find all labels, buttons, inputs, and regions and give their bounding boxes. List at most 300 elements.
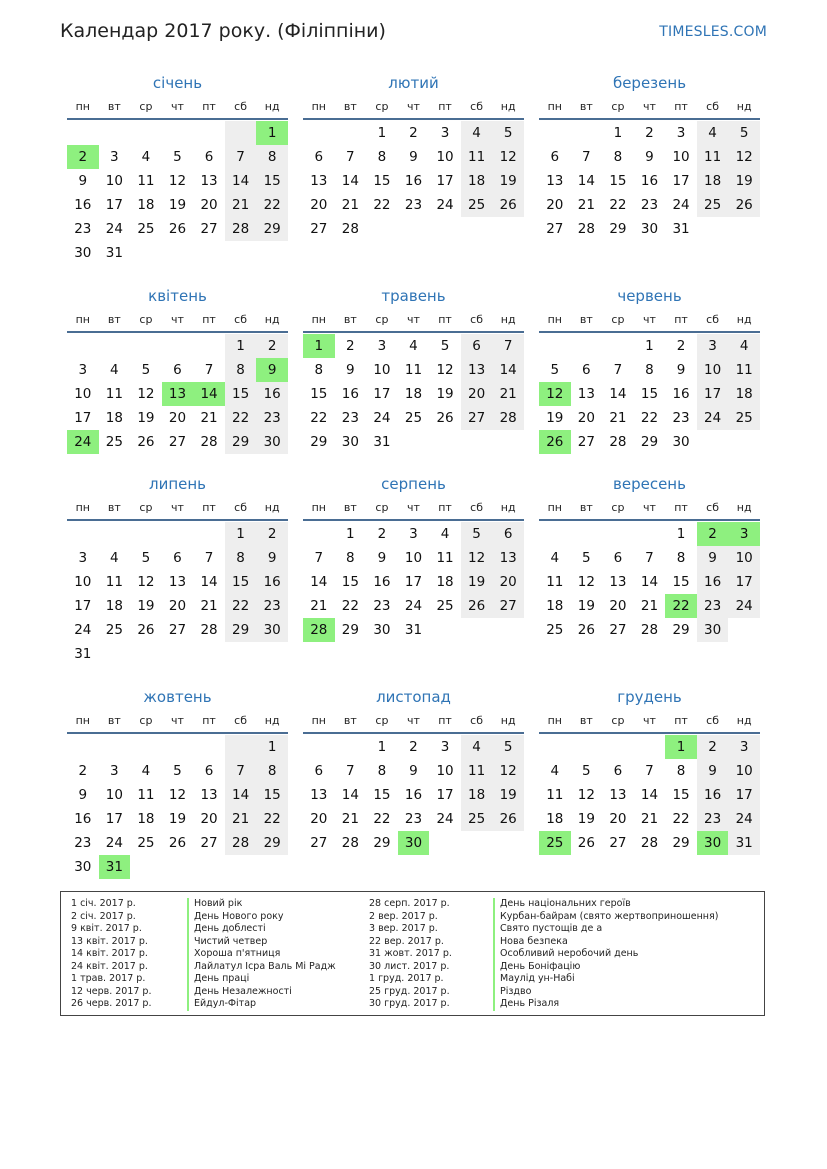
day-cell: 9 <box>377 550 387 566</box>
month-name: жовтень <box>143 688 212 706</box>
day-cell: 30 <box>398 831 430 855</box>
weekday-label: чт <box>171 714 184 727</box>
empty-cell <box>225 735 257 759</box>
day-cell: 28 <box>200 622 218 638</box>
weekday-label: сб <box>470 313 484 326</box>
day-cell: 4 <box>461 735 493 759</box>
day-cell: 30 <box>74 859 92 875</box>
day-cell: 1 <box>225 334 257 358</box>
weekday-label: вт <box>343 501 357 514</box>
day-cell: 25 <box>137 835 155 851</box>
day-cell: 22 <box>256 807 288 831</box>
day-cell: 1 <box>645 338 654 354</box>
weekday-label: ср <box>375 313 389 326</box>
empty-cell <box>193 522 225 546</box>
day-cell: 7 <box>346 149 355 165</box>
day-cell: 15 <box>609 173 627 189</box>
day-cell: 3 <box>409 526 418 542</box>
weekday-label: чт <box>171 501 184 514</box>
day-cell: 1 <box>256 121 288 145</box>
weekday-label: вт <box>343 313 357 326</box>
weekday-label: чт <box>407 501 420 514</box>
day-grid <box>539 334 760 454</box>
day-cell: 1 <box>303 334 335 358</box>
day-cell: 20 <box>546 197 564 213</box>
day-cell: 8 <box>645 362 654 378</box>
weekday-header <box>67 100 288 120</box>
weekday-label: нд <box>736 100 752 113</box>
month-2 <box>303 73 524 241</box>
month-name: серпень <box>381 475 446 493</box>
empty-cell <box>539 334 571 358</box>
day-cell: 31 <box>672 221 690 237</box>
day-cell: 9 <box>256 546 288 570</box>
day-cell: 23 <box>697 807 729 831</box>
day-cell: 28 <box>303 618 335 642</box>
empty-cell <box>130 735 162 759</box>
day-cell: 24 <box>728 594 760 618</box>
day-cell: 22 <box>341 598 359 614</box>
day-grid <box>539 522 760 642</box>
day-cell: 12 <box>436 362 454 378</box>
day-cell: 30 <box>341 434 359 450</box>
day-cell: 19 <box>137 598 155 614</box>
day-cell: 4 <box>550 763 560 779</box>
day-cell: 28 <box>609 434 627 450</box>
legend-date: 22 вер. 2017 р. <box>369 935 444 947</box>
day-cell: 6 <box>461 334 493 358</box>
weekday-header <box>539 100 760 120</box>
day-cell: 15 <box>225 382 257 406</box>
month-name: червень <box>617 287 682 305</box>
month-8 <box>303 474 524 642</box>
weekday-label: вт <box>107 100 121 113</box>
day-cell: 31 <box>373 434 391 450</box>
legend-date: 1 трав. 2017 р. <box>71 973 146 984</box>
weekday-label: ср <box>139 313 153 326</box>
legend-name: День Боніфацію <box>500 960 581 972</box>
day-cell: 18 <box>697 169 729 193</box>
day-cell: 14 <box>193 382 225 406</box>
day-cell: 7 <box>582 149 591 165</box>
day-cell: 8 <box>377 149 387 165</box>
day-cell: 17 <box>728 570 760 594</box>
day-cell: 13 <box>200 787 218 803</box>
day-cell: 14 <box>640 787 659 803</box>
day-cell: 12 <box>137 386 155 402</box>
day-cell: 19 <box>168 811 187 827</box>
day-cell: 11 <box>546 574 564 590</box>
empty-cell <box>193 121 225 145</box>
legend-left-bar <box>187 898 189 1011</box>
day-grid <box>303 121 524 241</box>
legend-date: 25 груд. 2017 р. <box>369 985 450 997</box>
day-cell: 18 <box>546 811 564 827</box>
day-cell: 14 <box>492 358 524 382</box>
day-cell: 29 <box>672 835 690 851</box>
weekday-label: вт <box>579 100 593 113</box>
day-cell: 3 <box>697 334 729 358</box>
weekday-label: нд <box>500 714 516 727</box>
day-cell: 8 <box>256 759 288 783</box>
day-cell: 22 <box>609 197 627 213</box>
day-cell: 10 <box>404 550 423 566</box>
day-cell: 4 <box>409 338 418 354</box>
day-cell: 28 <box>200 434 218 450</box>
day-cell: 2 <box>697 522 729 546</box>
day-cell: 6 <box>204 763 214 779</box>
weekday-label: нд <box>264 714 280 727</box>
day-cell: 12 <box>577 787 595 803</box>
month-4 <box>67 286 288 454</box>
day-cell: 18 <box>461 169 493 193</box>
day-cell: 21 <box>200 598 218 614</box>
day-cell: 17 <box>404 574 423 590</box>
day-cell: 20 <box>168 598 187 614</box>
day-cell: 15 <box>341 574 359 590</box>
day-cell: 7 <box>225 145 257 169</box>
day-cell: 2 <box>645 125 654 141</box>
day-cell: 15 <box>672 574 690 590</box>
day-cell: 2 <box>697 735 729 759</box>
day-cell: 13 <box>577 386 595 402</box>
site-link[interactable]: TIMESLES.COM <box>659 24 767 40</box>
legend-date: 30 лист. 2017 р. <box>369 960 450 972</box>
legend-name: День Незалежності <box>194 985 292 997</box>
day-cell: 2 <box>256 334 288 358</box>
legend-name: Новий рік <box>194 898 243 909</box>
day-cell: 18 <box>137 197 155 213</box>
weekday-header <box>539 501 760 521</box>
weekday-label: пн <box>547 714 562 727</box>
day-cell: 3 <box>78 362 88 378</box>
day-cell: 12 <box>539 382 571 406</box>
day-cell: 24 <box>404 598 423 614</box>
weekday-label: вт <box>107 714 121 727</box>
weekday-label: вт <box>107 313 121 326</box>
empty-cell <box>67 522 99 546</box>
legend-date: 28 серп. 2017 р. <box>369 898 450 909</box>
day-cell: 27 <box>609 622 627 638</box>
weekday-label: пн <box>75 313 90 326</box>
legend-name: День національних героїв <box>500 898 631 909</box>
empty-cell <box>99 522 131 546</box>
empty-cell <box>335 735 367 759</box>
month-name: листопад <box>376 688 451 706</box>
empty-cell <box>162 121 194 145</box>
day-cell: 16 <box>341 386 359 402</box>
day-cell: 11 <box>105 386 123 402</box>
month-name: квітень <box>148 287 207 305</box>
legend-date: 1 січ. 2017 р. <box>71 898 136 909</box>
weekday-header <box>67 501 288 521</box>
weekday-label: сб <box>234 501 248 514</box>
day-cell: 6 <box>613 550 623 566</box>
empty-cell <box>335 121 367 145</box>
weekday-label: ср <box>375 100 389 113</box>
day-cell: 13 <box>492 546 524 570</box>
day-cell: 29 <box>373 835 391 851</box>
day-cell: 2 <box>377 526 387 542</box>
day-cell: 27 <box>310 835 328 851</box>
day-cell: 6 <box>173 550 182 566</box>
day-cell: 1 <box>613 125 623 141</box>
day-cell: 10 <box>74 574 92 590</box>
weekday-header <box>303 100 524 120</box>
day-cell: 9 <box>256 358 288 382</box>
day-cell: 8 <box>314 362 324 378</box>
day-cell: 5 <box>728 121 760 145</box>
day-cell: 10 <box>373 362 391 378</box>
weekday-label: пт <box>674 313 688 326</box>
day-cell: 3 <box>377 338 387 354</box>
day-cell: 27 <box>168 622 187 638</box>
day-cell: 28 <box>640 835 659 851</box>
empty-cell <box>193 334 225 358</box>
legend-name: День праці <box>194 973 250 984</box>
empty-cell <box>67 735 99 759</box>
day-cell: 30 <box>640 221 659 237</box>
weekday-header <box>303 313 524 333</box>
day-cell: 14 <box>609 386 627 402</box>
legend-name: День Нового року <box>194 910 284 922</box>
empty-cell <box>303 121 335 145</box>
day-cell: 16 <box>74 197 92 213</box>
day-cell: 4 <box>550 550 560 566</box>
empty-cell <box>303 735 335 759</box>
day-cell: 25 <box>404 410 423 426</box>
day-cell: 22 <box>225 406 257 430</box>
legend-left-dates <box>71 898 151 1011</box>
weekday-label: сб <box>706 100 720 113</box>
day-cell: 21 <box>341 197 359 213</box>
legend-date: 2 січ. 2017 р. <box>71 910 136 922</box>
weekday-label: пн <box>311 100 326 113</box>
legend-name: Особливий неробочий день <box>500 948 639 959</box>
day-cell: 23 <box>373 598 391 614</box>
day-cell: 7 <box>346 763 355 779</box>
day-cell: 2 <box>78 763 88 779</box>
weekday-label: пн <box>547 313 562 326</box>
day-cell: 23 <box>672 410 690 426</box>
day-cell: 29 <box>640 434 659 450</box>
legend-date: 26 черв. 2017 р. <box>71 998 152 1009</box>
day-cell: 3 <box>110 763 119 779</box>
day-cell: 18 <box>728 382 760 406</box>
day-cell: 1 <box>665 735 697 759</box>
day-cell: 23 <box>74 221 92 237</box>
day-grid <box>67 121 288 265</box>
day-cell: 26 <box>168 835 187 851</box>
day-cell: 4 <box>141 763 151 779</box>
day-cell: 5 <box>173 763 182 779</box>
day-cell: 27 <box>168 434 187 450</box>
day-cell: 16 <box>640 173 659 189</box>
day-cell: 26 <box>168 221 187 237</box>
day-cell: 12 <box>168 173 187 189</box>
day-cell: 26 <box>577 622 595 638</box>
weekday-label: ср <box>611 313 625 326</box>
day-cell: 20 <box>461 382 493 406</box>
day-cell: 16 <box>404 173 423 189</box>
day-cell: 26 <box>436 410 454 426</box>
day-cell: 28 <box>225 831 257 855</box>
day-cell: 23 <box>404 811 423 827</box>
weekday-label: пт <box>438 714 452 727</box>
empty-cell <box>602 735 634 759</box>
day-cell: 21 <box>492 382 524 406</box>
day-cell: 6 <box>550 149 560 165</box>
empty-cell <box>130 334 162 358</box>
legend-name: Чистий четвер <box>194 935 268 947</box>
day-grid <box>303 334 524 454</box>
day-cell: 29 <box>256 217 288 241</box>
day-cell: 2 <box>409 125 418 141</box>
empty-cell <box>99 735 131 759</box>
day-cell: 10 <box>728 759 760 783</box>
day-cell: 5 <box>461 522 493 546</box>
day-cell: 6 <box>492 522 524 546</box>
day-cell: 6 <box>582 362 591 378</box>
empty-cell <box>634 522 666 546</box>
month-name: липень <box>148 475 207 493</box>
weekday-label: пт <box>438 501 452 514</box>
day-cell: 13 <box>609 787 627 803</box>
day-cell: 28 <box>492 406 524 430</box>
day-grid <box>303 522 524 642</box>
day-cell: 30 <box>697 618 729 642</box>
day-cell: 5 <box>141 362 151 378</box>
weekday-label: нд <box>264 313 280 326</box>
day-cell: 26 <box>461 594 493 618</box>
day-cell: 23 <box>404 197 423 213</box>
day-grid <box>539 121 760 241</box>
day-cell: 29 <box>225 430 257 454</box>
day-cell: 4 <box>728 334 760 358</box>
day-cell: 11 <box>461 145 493 169</box>
day-cell: 7 <box>645 763 654 779</box>
weekday-header <box>303 501 524 521</box>
day-cell: 18 <box>404 386 423 402</box>
day-cell: 15 <box>256 783 288 807</box>
weekday-label: пт <box>438 313 452 326</box>
day-cell: 8 <box>256 145 288 169</box>
day-cell: 14 <box>225 783 257 807</box>
day-cell: 5 <box>582 763 591 779</box>
day-cell: 22 <box>665 594 697 618</box>
day-cell: 24 <box>105 221 123 237</box>
day-cell: 14 <box>640 574 659 590</box>
day-cell: 14 <box>225 169 257 193</box>
day-cell: 15 <box>373 173 391 189</box>
day-cell: 1 <box>676 526 686 542</box>
day-cell: 16 <box>697 783 729 807</box>
day-cell: 22 <box>373 197 391 213</box>
weekday-label: ср <box>611 501 625 514</box>
empty-cell <box>67 121 99 145</box>
weekday-label: вт <box>579 501 593 514</box>
day-cell: 13 <box>200 173 218 189</box>
day-cell: 16 <box>404 787 423 803</box>
day-cell: 24 <box>436 197 454 213</box>
month-5 <box>303 286 524 454</box>
day-cell: 11 <box>546 787 564 803</box>
legend-date: 14 квіт. 2017 р. <box>71 948 148 959</box>
day-cell: 17 <box>105 197 123 213</box>
day-cell: 29 <box>310 434 328 450</box>
day-cell: 11 <box>137 173 155 189</box>
day-cell: 12 <box>492 145 524 169</box>
day-cell: 10 <box>728 546 760 570</box>
day-cell: 30 <box>256 430 288 454</box>
day-cell: 29 <box>256 831 288 855</box>
weekday-label: пт <box>674 100 688 113</box>
empty-cell <box>602 334 634 358</box>
empty-cell <box>67 334 99 358</box>
day-cell: 19 <box>577 598 595 614</box>
day-cell: 5 <box>492 121 524 145</box>
day-cell: 20 <box>310 811 328 827</box>
weekday-label: пт <box>438 100 452 113</box>
day-cell: 7 <box>204 362 214 378</box>
weekday-label: сб <box>470 714 484 727</box>
day-cell: 31 <box>74 646 92 662</box>
day-cell: 8 <box>377 763 387 779</box>
month-name: березень <box>612 74 687 92</box>
day-cell: 17 <box>728 783 760 807</box>
weekday-label: нд <box>736 714 752 727</box>
page-title: Календар 2017 року. (Філіппіни) <box>60 20 386 42</box>
day-cell: 19 <box>168 197 187 213</box>
weekday-label: чт <box>407 714 420 727</box>
day-cell: 18 <box>546 598 564 614</box>
day-cell: 1 <box>256 735 288 759</box>
weekday-label: пн <box>311 313 326 326</box>
weekday-label: нд <box>736 501 752 514</box>
day-cell: 22 <box>256 193 288 217</box>
day-cell: 29 <box>225 618 257 642</box>
day-grid <box>67 735 288 879</box>
day-cell: 6 <box>613 763 623 779</box>
day-cell: 12 <box>137 574 155 590</box>
day-cell: 1 <box>225 522 257 546</box>
day-cell: 25 <box>697 193 729 217</box>
weekday-label: чт <box>643 714 656 727</box>
day-cell: 22 <box>672 811 690 827</box>
empty-cell <box>602 522 634 546</box>
day-cell: 11 <box>137 787 155 803</box>
day-cell: 24 <box>436 811 454 827</box>
day-cell: 25 <box>436 598 454 614</box>
empty-cell <box>303 522 335 546</box>
day-cell: 23 <box>256 594 288 618</box>
day-cell: 2 <box>409 739 418 755</box>
day-cell: 19 <box>728 169 760 193</box>
month-name: вересень <box>613 475 686 493</box>
empty-cell <box>99 121 131 145</box>
day-cell: 23 <box>341 410 359 426</box>
day-cell: 8 <box>613 149 623 165</box>
day-cell: 5 <box>582 550 591 566</box>
weekday-label: нд <box>264 100 280 113</box>
legend-name: Свято пустощів де а <box>500 923 603 934</box>
day-cell: 20 <box>609 598 627 614</box>
day-cell: 22 <box>310 410 328 426</box>
day-cell: 20 <box>168 410 187 426</box>
day-cell: 14 <box>577 173 595 189</box>
day-cell: 22 <box>225 594 257 618</box>
day-cell: 19 <box>492 169 524 193</box>
